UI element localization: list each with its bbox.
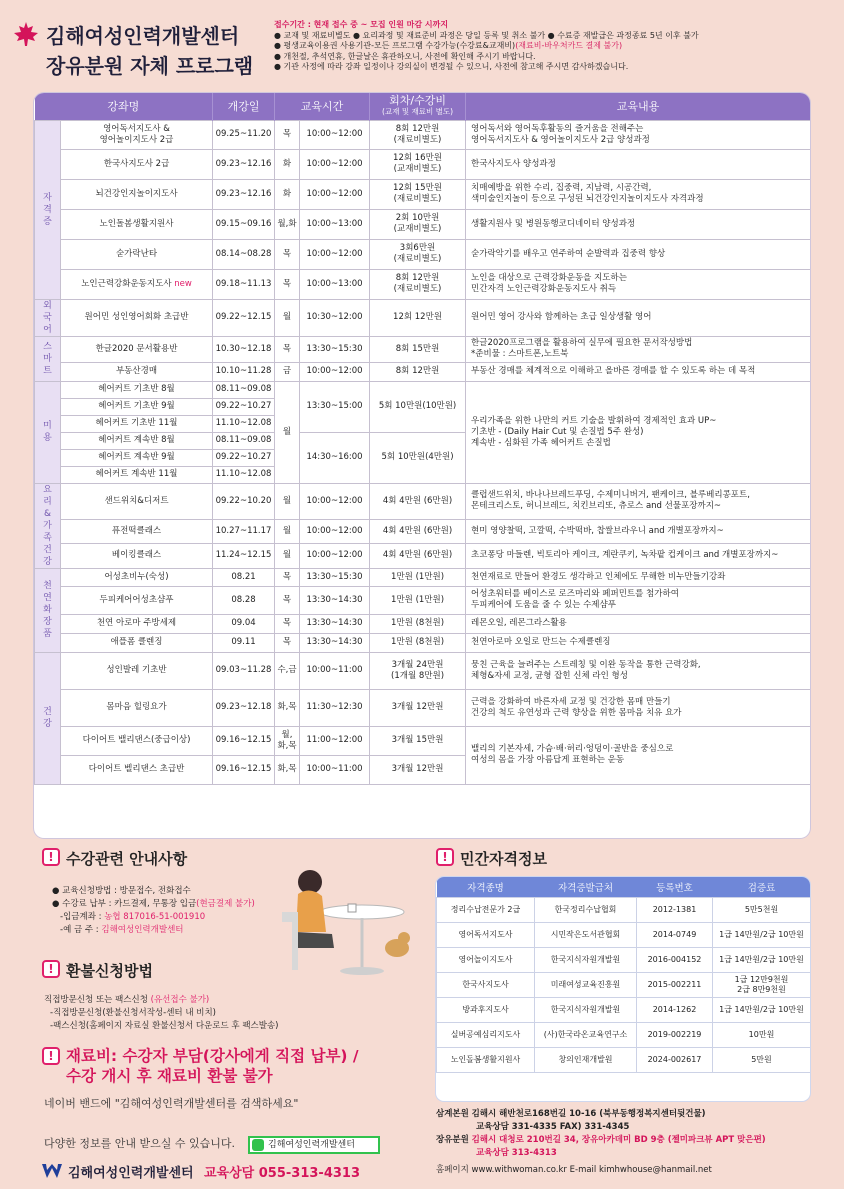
naver-band-icon (252, 1139, 264, 1151)
class-day: 화 (275, 149, 300, 179)
class-day: 목 (275, 614, 300, 633)
course-fee: 12회 16만원 (교재비별도) (370, 149, 466, 179)
notice-item: ● 평생교육이용권 사용기관-모든 프로그램 수강가능(수강료&교재비)(재료비-바우처카드 결제 불가) (274, 41, 623, 50)
class-time: 13:30~14:30 (300, 633, 370, 652)
course-fee: 1만원 (1만원) (370, 568, 466, 586)
table-row (35, 362, 811, 381)
course-name: 숟가락난타 (61, 239, 213, 269)
class-time: 13:30~14:30 (300, 614, 370, 633)
material-fee-line1: 재료비: 수강자 부담(강사에게 직접 납부) / (66, 1047, 359, 1065)
course-name: 퓨전떡클래스 (61, 519, 213, 543)
course-fee: 5회 10만원(4만원) (370, 432, 466, 483)
cert-regno: 2019-002219 (637, 1022, 713, 1047)
course-fee: 1만원 (8천원) (370, 633, 466, 652)
class-day: 금 (275, 362, 300, 381)
course-name: 뇌건강인지놀이지도사 (61, 179, 213, 209)
cert-col-fee: 검증료 (713, 877, 811, 897)
class-time: 13:30~15:00 (300, 381, 370, 432)
cert-row (437, 1047, 811, 1072)
course-description: 원어민 영어 강사와 함께하는 초급 일상생활 영어 (466, 299, 810, 336)
course-name: 헤어커트 계속반 11월 (61, 466, 213, 483)
class-time: 10:00~12:00 (300, 362, 370, 381)
course-description: 초코퐁당 마들렌, 빅토리아 케이크, 계란쿠키, 녹차팥 컵케이크 and 개별포장까지~ (466, 544, 810, 568)
table-row (35, 586, 811, 614)
class-time: 10:00~12:00 (300, 149, 370, 179)
start-date: 09.16~12.15 (213, 755, 275, 784)
class-time: 13:30~15:30 (300, 336, 370, 362)
course-fee: 4회 4만원 (6만원) (370, 544, 466, 568)
course-description: 생활지원사 및 병원동행코디네이터 양성과정 (466, 209, 810, 239)
cert-name: 한국사지도사 (437, 972, 535, 997)
course-name: 샌드위치&디저트 (61, 483, 213, 519)
start-date: 09.23~12.16 (213, 149, 275, 179)
table-row (35, 519, 811, 543)
class-day: 월,화,목 (275, 726, 300, 755)
cert-fee: 1급 12만9천원 2급 8만9천원 (713, 972, 811, 997)
course-name: 노인돌봄생활지원사 (61, 209, 213, 239)
class-time: 10:00~11:00 (300, 652, 370, 689)
cert-issuer: 시민작은도서관협회 (535, 922, 637, 947)
notice-item: ● 교재 및 재료비별도 ● 요리과정 및 재료준비 과정은 당일 등록 및 취소 불가 ● 수료증 재발급은 과정종료 5년 이후 불가 (274, 30, 699, 40)
course-fee: 8회 12만원 (재료비별도) (370, 269, 466, 299)
start-date: 09.23~12.16 (213, 179, 275, 209)
category-label: 건강 (35, 652, 61, 784)
course-fee: 3개월 12만원 (370, 755, 466, 784)
class-day: 화 (275, 179, 300, 209)
notice-list (274, 20, 834, 73)
table-row (35, 689, 811, 726)
course-fee: 5회 10만원(10만원) (370, 381, 466, 432)
course-description: 한국사지도사 양성과정 (466, 149, 810, 179)
table-row (35, 652, 811, 689)
cert-row (437, 897, 811, 922)
course-fee: 1만원 (1만원) (370, 586, 466, 614)
class-day: 월 (275, 519, 300, 543)
course-description: 어성초워터를 베이스로 로즈마리와 페퍼민트를 첨가하여 두피케어에 도움을 줄 수 있는 수제샴푸 (466, 586, 810, 614)
course-name: 원어민 성인영어회화 초급반 (61, 299, 213, 336)
course-fee: 4회 4만원 (6만원) (370, 519, 466, 543)
course-fee: 3회6만원 (재료비별도) (370, 239, 466, 269)
course-fee: 12회 12만원 (370, 299, 466, 336)
homepage-line[interactable]: 홈페이지 www.withwoman.co.kr E-mail kimhwhouse@hanmail.net (436, 1165, 712, 1175)
address-block: 삼계본원 김해시 해반천로168번길 10-16 (북부동행정복지센터뒷건물) 교육상담 331-4335 FAX) 331-4345 장유분원 김해시 대청로 210번길 34, 장유아카데미 BD 9층 (젤미파크뷰 APT 맞은편) 교육상담 313-4313 (436, 1109, 766, 1158)
course-fee: 8회 15만원 (370, 336, 466, 362)
course-fee: 8회 12만원 (370, 362, 466, 381)
cert-fee: 1급 14만원/2급 10만원 (713, 947, 811, 972)
cert-table (436, 877, 810, 1101)
class-day: 수,금 (275, 652, 300, 689)
course-description: 우리가족을 위한 나만의 커트 기술을 발휘하여 경제적인 효과 UP~ 기초반 - (Daily Hair Cut 및 손질법 5주 완성) 계속반 - 심화된 가족 헤어커트 손질법 (466, 381, 810, 483)
table-row (35, 633, 811, 652)
course-name: 영어독서지도사 & 영어놀이지도사 2급 (61, 120, 213, 149)
cert-name: 실버공예심리지도사 (437, 1022, 535, 1047)
course-fee: 3개월 15만원 (370, 726, 466, 755)
start-date: 08.28 (213, 586, 275, 614)
cert-issuer: 한국지식자원개발원 (535, 997, 637, 1022)
start-date: 09.04 (213, 614, 275, 633)
start-date: 10.27~11.17 (213, 519, 275, 543)
exclamation-icon: ! (42, 1047, 60, 1065)
course-fee: 4회 4만원 (6만원) (370, 483, 466, 519)
course-name: 헤어커트 계속반 9월 (61, 449, 213, 466)
notice-period: 접수기간 : 현재 접수 중 ~ 모집 인원 마감 시까지 (274, 20, 449, 29)
start-date: 09.18~11.13 (213, 269, 275, 299)
program-table (34, 93, 810, 838)
center-logo-icon (42, 1164, 62, 1178)
course-description: 숟가락악기를 배우고 연주하여 순발력과 집중력 향상 (466, 239, 810, 269)
footer-center-name: 김해여성인력개발센터 (68, 1166, 194, 1181)
class-day: 월 (275, 544, 300, 568)
course-name: 헤어커트 계속반 8월 (61, 432, 213, 449)
cert-regno: 2012-1381 (637, 897, 713, 922)
start-date: 09.15~09.16 (213, 209, 275, 239)
class-day: 목 (275, 568, 300, 586)
enroll-info: ● 교육신청방법 : 방문접수, 전화접수 ● 수강료 납부 : 카드결제, 무통장 입금(현금결제 불가) -입금계좌 : 농협 817016-51-001910 -예 금 주 : 김해여성인력개발센터 (52, 886, 255, 935)
class-time: 13:30~14:30 (300, 586, 370, 614)
class-day: 화,목 (275, 755, 300, 784)
start-date: 09.16~12.15 (213, 726, 275, 755)
col-header-course: 강좌명 (35, 93, 213, 120)
class-day: 월,화 (275, 209, 300, 239)
class-time: 10:00~12:00 (300, 120, 370, 149)
new-badge: new (171, 278, 192, 289)
start-date: 09.22~10.20 (213, 483, 275, 519)
cert-fee: 1급 14만원/2급 10만원 (713, 997, 811, 1022)
course-description: 천연아로마 오일로 만드는 수제클렌징 (466, 633, 810, 652)
class-time: 13:30~15:30 (300, 568, 370, 586)
course-name: 베이킹클래스 (61, 544, 213, 568)
col-header-fee: 회차/수강비 (교재 및 재료비 별도) (370, 93, 466, 120)
exclamation-icon: ! (42, 960, 60, 978)
refund-title: 환불신청방법 (66, 962, 153, 980)
page-subtitle: 장유분원 자체 프로그램 (46, 54, 254, 78)
cert-issuer: 창의인재개발원 (535, 1047, 637, 1072)
table-row (35, 614, 811, 633)
cert-issuer: 한국정리수납협회 (535, 897, 637, 922)
cert-name: 노인돌봄생활지원사 (437, 1047, 535, 1072)
start-date: 11.10~12.08 (213, 415, 275, 432)
cert-name: 영어독서지도사 (437, 922, 535, 947)
exclamation-icon: ! (42, 848, 60, 866)
class-day: 목 (275, 239, 300, 269)
class-day: 월 (275, 483, 300, 519)
table-row (35, 726, 811, 755)
class-time: 10:00~12:00 (300, 239, 370, 269)
course-name: 한국사지도사 2급 (61, 149, 213, 179)
course-name: 어성초비누(숙성) (61, 568, 213, 586)
course-description: 부동산 경매를 체계적으로 이해하고 올바른 경매를 할 수 있도록 하는 데 목적 (466, 362, 810, 381)
course-name: 다이어트 밸리댄스(중급이상) (61, 726, 213, 755)
course-description: 근력을 강화하여 바른자세 교정 및 건강한 몸매 만들기 건강의 척도 유연성과 근력 향상을 위한 몸마음 치유 요가 (466, 689, 810, 726)
cert-col-regno: 등록번호 (637, 877, 713, 897)
cert-issuer: 한국지식자원개발원 (535, 947, 637, 972)
category-label: 미용 (35, 381, 61, 483)
start-date: 09.22~10.27 (213, 449, 275, 466)
start-date: 09.22~10.27 (213, 398, 275, 415)
notice-item: ● 개천절, 추석연휴, 한글날은 휴관하오니, 사전에 확인해 주시기 바랍니다. (274, 51, 536, 61)
cert-col-name: 자격종명 (437, 877, 535, 897)
course-description: 영어독서와 영어독후활동의 즐거움을 전해주는 영어독서지도사 & 영어놀이지도사 2급 양성과정 (466, 120, 810, 149)
course-fee: 8회 12만원 (재료비별도) (370, 120, 466, 149)
course-description: 밸리의 기본자세, 가슴·배·허리·엉덩이·골반을 중심으로 여성의 몸을 가장 아름답게 표현하는 운동 (466, 726, 810, 784)
enroll-title: 수강관련 안내사항 (66, 850, 188, 868)
cert-fee: 10만원 (713, 1022, 811, 1047)
class-time: 10:00~13:00 (300, 269, 370, 299)
course-description: 레몬오일, 레몬그라스활용 (466, 614, 810, 633)
cert-issuer: (사)한국라온교육연구소 (535, 1022, 637, 1047)
table-row (35, 239, 811, 269)
band-line1: 네이버 밴드에 "김해여성인력개발센터를 검색하세요" (44, 1097, 299, 1110)
cert-regno: 2016-004152 (637, 947, 713, 972)
footer-tel: 교육상담 055-313-4313 (204, 1166, 361, 1181)
class-time: 11:30~12:30 (300, 689, 370, 726)
maple-leaf-icon (12, 20, 40, 48)
class-day: 목 (275, 120, 300, 149)
class-day: 목 (275, 633, 300, 652)
table-row (35, 299, 811, 336)
start-date: 11.10~12.08 (213, 466, 275, 483)
course-description: 노인을 대상으로 근력강화운동을 지도하는 민간자격 노인근력강화운동지도사 취득 (466, 269, 810, 299)
course-fee: 1만원 (8천원) (370, 614, 466, 633)
table-header-row (35, 93, 811, 120)
table-row (35, 149, 811, 179)
woman-reading-illustration (252, 852, 422, 977)
course-description: 천연재료로 만들어 환경도 생각하고 인체에도 무해한 비누만들기강좌 (466, 568, 810, 586)
start-date: 09.23~12.18 (213, 689, 275, 726)
header (12, 16, 832, 88)
class-time: 10:00~12:00 (300, 519, 370, 543)
table-row (35, 483, 811, 519)
start-date: 08.11~09.08 (213, 432, 275, 449)
table-row (35, 381, 811, 398)
course-name: 부동산경매 (61, 362, 213, 381)
notice-item: ● 기관 사정에 따라 강좌 일정이나 강의실이 변경될 수 있으니, 사전에 참고해 주시면 감사하겠습니다. (274, 62, 629, 71)
start-date: 08.21 (213, 568, 275, 586)
cert-regno: 2024-002617 (637, 1047, 713, 1072)
cert-row (437, 972, 811, 997)
class-time: 11:00~12:00 (300, 726, 370, 755)
course-name: 한글2020 문서활용반 (61, 336, 213, 362)
start-date: 11.24~12.15 (213, 544, 275, 568)
refund-info: 직접방문신청 또는 팩스신청 (유선접수 불가) -직접방문신청(환불신청서작성-센터 내 비치) -팩스신청(홈페이지 자료실 환불신청서 다운로드 후 팩스발송) (44, 995, 279, 1031)
table-row (35, 179, 811, 209)
table-row (35, 209, 811, 239)
start-date: 09.11 (213, 633, 275, 652)
class-time: 10:30~12:00 (300, 299, 370, 336)
course-fee: 3개월 12만원 (370, 689, 466, 726)
class-day: 목 (275, 586, 300, 614)
cert-name: 정리수납전문가 2급 (437, 897, 535, 922)
class-time: 10:00~12:00 (300, 544, 370, 568)
category-label: 요리&가족건강 (35, 483, 61, 568)
class-day: 월 (275, 381, 300, 483)
cert-fee: 5만5천원 (713, 897, 811, 922)
cert-fee: 1급 14만원/2급 10만원 (713, 922, 811, 947)
cert-header-row (437, 877, 811, 897)
table-row (35, 568, 811, 586)
cert-row (437, 1022, 811, 1047)
cert-name: 영어놀이지도사 (437, 947, 535, 972)
category-label: 자격증 (35, 120, 61, 299)
class-time: 10:00~12:00 (300, 179, 370, 209)
exclamation-icon: ! (436, 848, 454, 866)
course-name: 몸마음 힐링요가 (61, 689, 213, 726)
cert-title: 민간자격정보 (460, 850, 547, 868)
table-row (35, 120, 811, 149)
start-date: 08.14~08.28 (213, 239, 275, 269)
class-day: 화,목 (275, 689, 300, 726)
course-name: 헤어커트 기초반 8월 (61, 381, 213, 398)
cert-row (437, 947, 811, 972)
course-description: 치매예방을 위한 수리, 집중력, 지남력, 시공간력, 색미술인지놀이 등으로 구성된 뇌건강인지놀이지도사 자격과정 (466, 179, 810, 209)
course-name: 애플폼 클렌징 (61, 633, 213, 652)
course-description: 현미 영양찰떡, 고깔떡, 수박떡바, 찹쌀브라우니 and 개별포장까지~ (466, 519, 810, 543)
class-day: 목 (275, 269, 300, 299)
category-label: 천연화장품 (35, 568, 61, 652)
page-title: 김해여성인력개발센터 (46, 24, 240, 48)
material-fee-line2: 수강 개시 후 재료비 환불 불가 (66, 1067, 273, 1085)
class-time: 10:00~13:00 (300, 209, 370, 239)
course-name: 천연 아로마 주방세제 (61, 614, 213, 633)
course-name: 성인발레 기초반 (61, 652, 213, 689)
start-date: 10.30~12.18 (213, 336, 275, 362)
course-name: 헤어커트 기초반 9월 (61, 398, 213, 415)
course-name: 노인근력강화운동지도사 new (61, 269, 213, 299)
cert-col-issuer: 자격증발급처 (535, 877, 637, 897)
class-time: 10:00~11:00 (300, 755, 370, 784)
table-row (35, 336, 811, 362)
band-search-box[interactable]: 김해여성인력개발센터 (248, 1136, 380, 1154)
cert-name: 방과후지도사 (437, 997, 535, 1022)
class-time: 10:00~12:00 (300, 483, 370, 519)
category-label: 외국어 (35, 299, 61, 336)
start-date: 08.11~09.08 (213, 381, 275, 398)
class-day: 목 (275, 336, 300, 362)
cert-fee: 5만원 (713, 1047, 811, 1072)
course-name: 헤어커트 기초반 11월 (61, 415, 213, 432)
course-description: 뭉친 근육을 늘려주는 스트레칭 및 이완 동작을 통한 근력강화, 체형&자세 교정, 균형 잡힌 신체 라인 형성 (466, 652, 810, 689)
course-name: 두피케어어성초샴푸 (61, 586, 213, 614)
cert-regno: 2014-0749 (637, 922, 713, 947)
col-header-content: 교육내용 (466, 93, 810, 120)
start-date: 10.10~11.28 (213, 362, 275, 381)
table-row (35, 544, 811, 568)
start-date: 09.03~11.28 (213, 652, 275, 689)
course-fee: 2회 10만원 (교재비별도) (370, 209, 466, 239)
cert-row (437, 997, 811, 1022)
class-day: 월 (275, 299, 300, 336)
course-name: 다이어트 벨리댄스 초급반 (61, 755, 213, 784)
cert-regno: 2014-1262 (637, 997, 713, 1022)
cert-regno: 2015-002211 (637, 972, 713, 997)
course-description: 한글2020프로그램을 활용하여 실무에 필요한 문서작성방법 *준비물 : 스마트폰,노트북 (466, 336, 810, 362)
course-description: 클럽샌드위치, 바나나브레드푸딩, 수제미니버거, 팬케이크, 블루베리콩포트, 몬테크리스토, 허니브레드, 치킨브리또, 츄로스 and 선물포장까지~ (466, 483, 810, 519)
category-label: 스마트 (35, 336, 61, 381)
course-fee: 12회 15만원 (재료비별도) (370, 179, 466, 209)
col-header-time: 교육시간 (275, 93, 370, 120)
start-date: 09.22~12.15 (213, 299, 275, 336)
cert-row (437, 922, 811, 947)
table-row (35, 269, 811, 299)
course-fee: 3개월 24만원 (1개월 8만원) (370, 652, 466, 689)
band-line2: 다양한 정보를 안내 받으실 수 있습니다. (44, 1137, 235, 1150)
notice-red: (재료비-바우처카드 결제 불가) (515, 41, 623, 50)
class-time: 14:30~16:00 (300, 432, 370, 483)
start-date: 09.25~11.20 (213, 120, 275, 149)
col-header-start: 개강일 (213, 93, 275, 120)
cert-issuer: 미래여성교육진흥원 (535, 972, 637, 997)
